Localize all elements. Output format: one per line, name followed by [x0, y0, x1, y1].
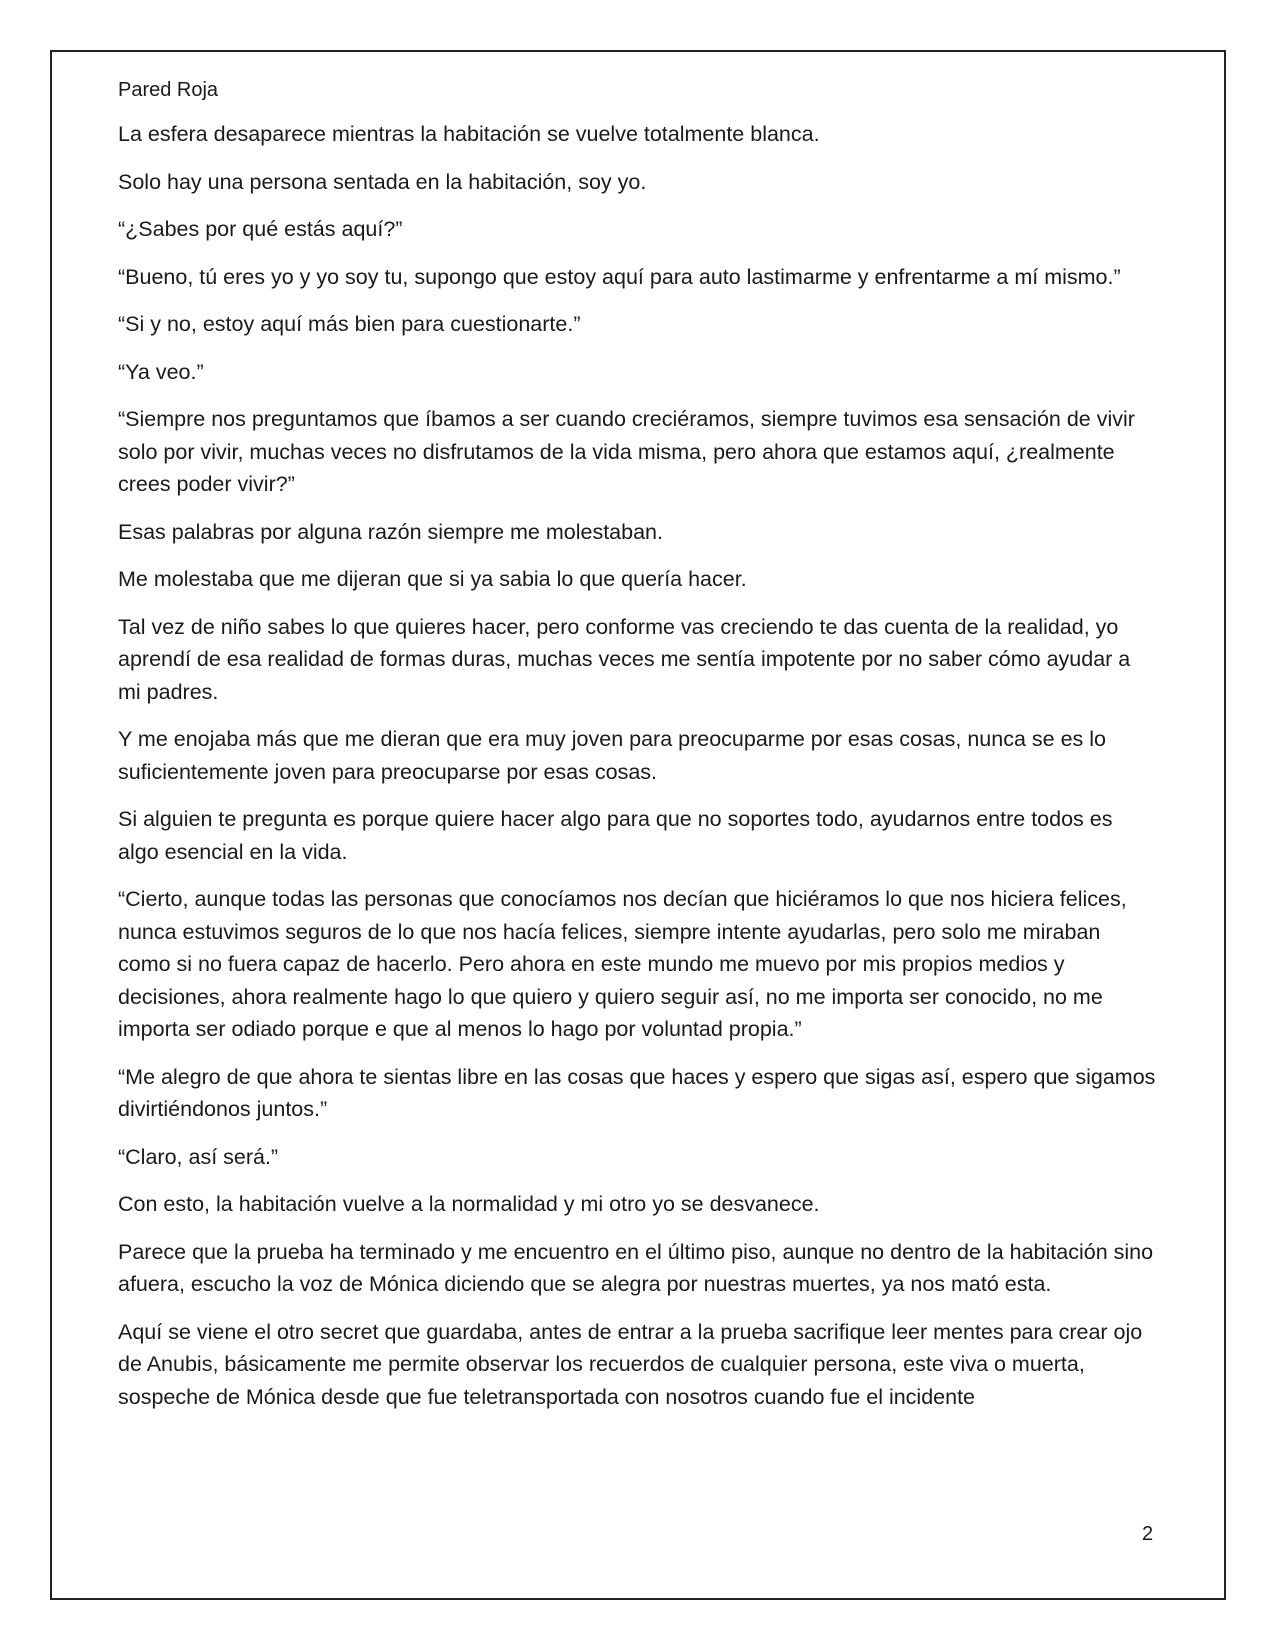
document-body [118, 118, 1158, 1428]
paragraph-6: “Ya veo.” [118, 359, 204, 384]
page-header: Pared Roja [118, 79, 219, 101]
paragraph-11: Y me enojaba más que me dieran que era muy joven para preocuparme por esas cosas, nunca se es lo suficientemente joven para preocuparse por esas cosas. [118, 727, 1106, 784]
paragraph-18: Aquí se viene el otro secret que guardaba, antes de entrar a la prueba sacrifique leer mentes para crear ojo de Anubis, básicamente me permite observar los recuerdos de cualquier persona, este viva o muerta, sospeche de Mónica desde que fue teletransportada con nosotros cuando fue el incidente [118, 1319, 1143, 1409]
paragraph-17: Parece que la prueba ha terminado y me encuentro en el último piso, aunque no dentro de la habitación sino afuera, escucho la voz de Mónica diciendo que se alegra por nuestras muertes, ya nos mató esta. [118, 1239, 1154, 1296]
paragraph-9: Me molestaba que me dijeran que si ya sabia lo que quería hacer. [118, 567, 747, 591]
paragraph-7: “Siempre nos preguntamos que íbamos a ser cuando creciéramos, siempre tuvimos esa sensación de vivir solo por vivir, muchas veces no disfrutamos de la vida misma, pero ahora que estamos aquí, ¿realmente crees poder vivir?” [118, 407, 1135, 496]
paragraph-5: “Si y no, estoy aquí más bien para cuestionarte.” [118, 312, 581, 336]
paragraph-16: Con esto, la habitación vuelve a la normalidad y mi otro yo se desvanece. [118, 1192, 820, 1216]
paragraph-4: “Bueno, tú eres yo y yo soy tu, supongo que estoy aquí para auto lastimarme y enfrentarme a mí mismo.” [118, 264, 1121, 289]
paragraph-8: Esas palabras por alguna razón siempre me molestaban. [118, 519, 663, 544]
paragraph-3: “¿Sabes por qué estás aquí?” [118, 217, 403, 241]
paragraph-10: Tal vez de niño sabes lo que quieres hacer, pero conforme vas creciendo te das cuenta de la realidad, yo aprendí de esa realidad de formas duras, muchas veces me sentía impotente por no saber cómo ayudar a mi padres. [118, 614, 1131, 704]
paragraph-14: “Me alegro de que ahora te sientas libre en las cosas que haces y espero que sigas así, espero que sigamos divirtiéndonos juntos.” [118, 1064, 1156, 1121]
paragraph-13: “Cierto, aunque todas las personas que conocíamos nos decían que hiciéramos lo que nos hiciera felices, nunca estuvimos seguros de lo que nos hacía felices, siempre intente ayudarlas, pero solo me miraban como si no fuera capaz de hacerlo. Pero ahora en este mundo me muevo por mis propios medios y decisiones, ahora realmente hago lo que quiero y quiero seguir así, no me importa ser conocido, no me importa ser odiado porque e que al menos lo hago por voluntad propia.” [118, 887, 1127, 1041]
paragraph-2: Solo hay una persona sentada en la habitación, soy yo. [118, 169, 647, 194]
page-number: 2 [1142, 1523, 1154, 1545]
paragraph-12: Si alguien te pregunta es porque quiere hacer algo para que no soportes todo, ayudarnos entre todos es algo esencial en la vida. [118, 807, 1113, 864]
paragraph-1: La esfera desaparece mientras la habitación se vuelve totalmente blanca. [118, 122, 820, 146]
paragraph-15: “Claro, así será.” [118, 1144, 279, 1169]
